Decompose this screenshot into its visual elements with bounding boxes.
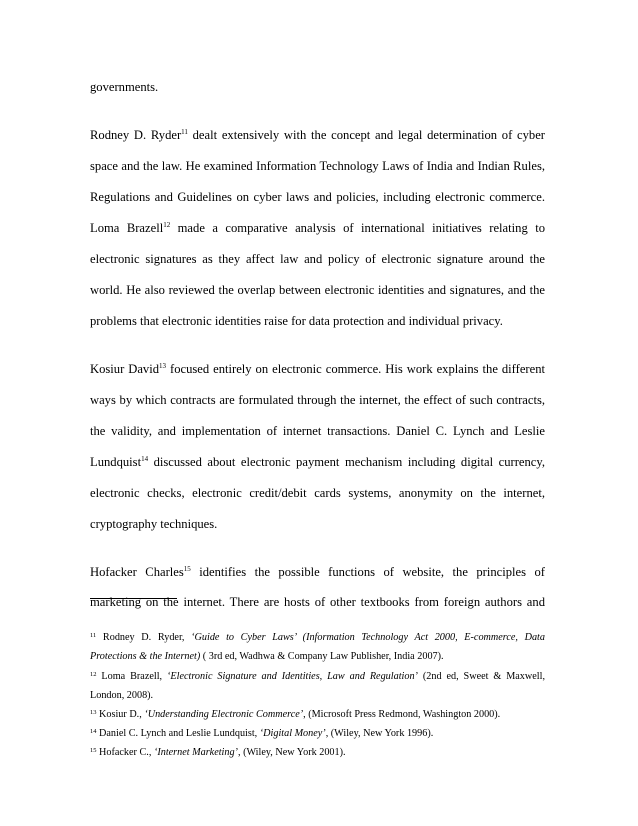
body-line: ways by which contracts are formulated through the internet, the effect of such contracts, — [90, 393, 545, 407]
footnote-ref-15[interactable]: 15 — [183, 565, 191, 573]
footnote-separator — [90, 598, 177, 599]
body-line: Lundquist$^{14}$ discussed about electronic payment mechanism including digital currency, — [90, 455, 545, 469]
footnote-title: ‘Electronic Signature and Identities, Law and Regulation’ — [167, 671, 418, 682]
body-line: governments. — [90, 80, 159, 94]
footnote-15: $^{15}$ Hofacker C., ‘Internet Marketing’, (Wiley, New York 2001). — [90, 747, 346, 758]
body-line: the validity, and implementation of internet transactions. Daniel C. Lynch and Leslie — [90, 424, 545, 438]
footnote-title: ‘Understanding Electronic Commerce’ — [144, 709, 304, 720]
body-line: space and the law. He examined Information Technology Laws of India and Indian Rules, — [90, 159, 545, 173]
body-line: world. He also reviewed the overlap between electronic identities and signatures, and the — [90, 283, 545, 297]
body-line: marketing on the internet. There are hosts of other textbooks from foreign authors and — [90, 595, 545, 609]
footnote-title: ‘Digital Money’ — [259, 728, 326, 739]
footnote-12-cont: London, 2008). — [90, 690, 154, 701]
footnote-11: $^{11}$ Rodney D. Ryder, ‘Guide to Cyber Laws’ (Information Technology Act 2000, E-commerce, Data — [90, 632, 545, 643]
footnote-14: $^{14}$ Daniel C. Lynch and Leslie Lundquist, ‘Digital Money’, (Wiley, New York 1996). — [90, 728, 434, 739]
footnote-11-cont: Protections & the Internet) ( 3rd ed, Wadhwa & Company Law Publisher, India 2007). — [90, 651, 444, 662]
body-line: Kosiur David$^{13}$ focused entirely on electronic commerce. His work explains the different — [90, 362, 545, 376]
footnote-12: $^{12}$ Loma Brazell, ‘Electronic Signature and Identities, Law and Regulation’ (2nd ed, Sweet & Maxwell, — [90, 671, 545, 682]
footnote-title: ‘Internet Marketing’ — [153, 747, 238, 758]
footnote-ref-13[interactable]: 13 — [159, 362, 167, 370]
body-line: cryptography techniques. — [90, 517, 218, 531]
footnote-ref-14[interactable]: 14 — [141, 455, 149, 463]
footnote-title: ‘Guide to Cyber Laws’ (Information Technology Act 2000, E-commerce, Data — [191, 632, 545, 643]
body-line: electronic checks, electronic credit/debit cards systems, anonymity on the internet, — [90, 486, 545, 500]
footnote-13: $^{13}$ Kosiur D., ‘Understanding Electronic Commerce’, (Microsoft Press Redmond, Washington 2000). — [90, 709, 501, 720]
body-line: problems that electronic identities raise for data protection and individual privacy. — [90, 314, 503, 328]
body-line: electronic signatures as they affect law and policy of electronic signature around the — [90, 252, 545, 266]
body-line: Hofacker Charles$^{15}$ identifies the possible functions of website, the principles of — [90, 565, 545, 579]
body-line: Rodney D. Ryder$^{11}$ dealt extensively with the concept and legal determination of cyber — [90, 128, 545, 142]
footnote-title: Protections & the Internet) — [90, 651, 201, 662]
footnote-ref-11[interactable]: 11 — [181, 128, 188, 136]
body-line: Loma Brazell$^{12}$ made a comparative analysis of international initiatives relating to — [90, 221, 545, 235]
footnote-ref-12[interactable]: 12 — [163, 221, 171, 229]
body-line: Regulations and Guidelines on cyber laws and policies, including electronic commerce. — [90, 190, 545, 204]
